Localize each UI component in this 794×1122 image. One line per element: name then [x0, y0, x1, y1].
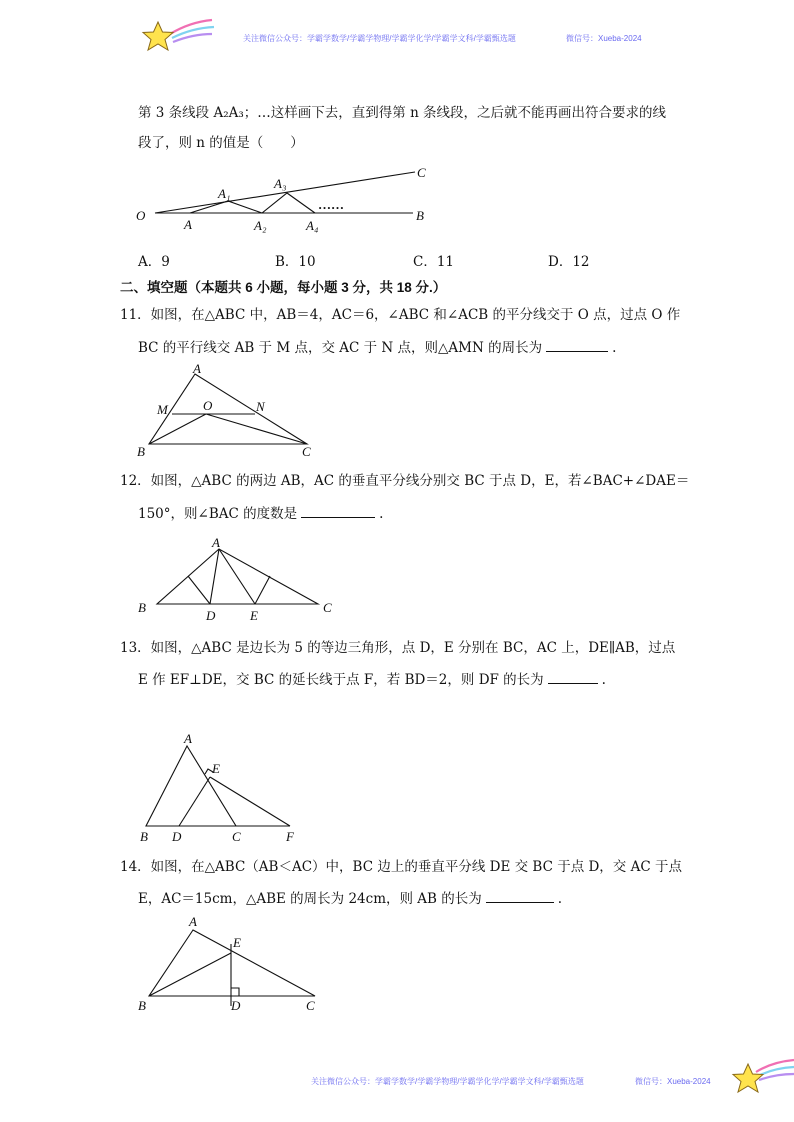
triangle-abc: [149, 930, 315, 996]
right-angle-mark: [231, 988, 239, 996]
q13-label-a: A: [184, 731, 192, 746]
q11-line1: 11．如图，在△ABC 中，AB＝4，AC＝6，∠ABC 和∠ACB 的平分线交于 O 点，过点 O 作: [120, 307, 681, 323]
q14-end: .: [557, 891, 563, 907]
q10-option-a: A．9: [138, 254, 170, 270]
q10-label-a: A: [184, 217, 192, 232]
q12-line2-text: 150°，则∠BAC 的度数是: [138, 506, 298, 522]
footer-wechat: 微信号：Xueba-2024: [635, 1077, 711, 1086]
q13-label-e: E: [212, 761, 220, 776]
header-text: 关注微信公众号：学霸学数学/学霸学物理/学霸学化学/学霸学文科/学霸甄选题: [243, 34, 516, 43]
q12-label-b: B: [138, 600, 146, 615]
q12-label-a: A: [212, 535, 220, 550]
q10-label-a1: A₁: [218, 186, 231, 201]
q13-label-b: B: [140, 829, 148, 844]
q10-label-a3: A₃: [274, 176, 287, 191]
q14-label-d: D: [231, 998, 241, 1013]
q11-end: .: [612, 340, 617, 356]
q13-label-c: C: [232, 829, 241, 844]
q12-label-c: C: [323, 600, 332, 615]
q10-label-b: B: [416, 208, 424, 223]
q10-label-dots: ……: [318, 197, 344, 212]
q12-end: .: [379, 506, 384, 522]
q13-label-d: D: [172, 829, 182, 844]
q10-label-o: O: [136, 208, 146, 223]
header-wechat: 微信号：Xueba-2024: [566, 34, 642, 43]
segment-be: [149, 953, 231, 996]
q12-line1: 12．如图，△ABC 的两边 AB，AC 的垂直平分线分别交 BC 于点 D，E，若∠BAC+∠DAE＝: [120, 473, 690, 489]
q10-line1: 第 3 条线段 A₂A₃；…这样画下去，直到得第 n 条线段，之后就不能再画出符合要求的线: [138, 105, 667, 121]
q12-label-d: D: [206, 608, 216, 623]
section2-title: 二、填空题（本题共 6 小题，每小题 3 分，共 18 分.）: [120, 280, 447, 295]
q11-label-c: C: [302, 444, 311, 459]
q13-label-f: F: [286, 829, 294, 844]
star-footer-icon: [728, 1056, 794, 1100]
q12-label-e: E: [250, 608, 258, 623]
q10-option-d: D．12: [548, 254, 590, 270]
q13-line1: 13．如图，△ABC 是边长为 5 的等边三角形，点 D，E 分别在 BC，AC 上，DE∥AB，过点: [120, 640, 676, 656]
q11-label-n: N: [256, 399, 265, 414]
q11-line2-text: BC 的平行线交 AB 于 M 点，交 AC 于 N 点，则△AMN 的周长为: [138, 340, 543, 356]
q10-label-a4: A₄: [306, 218, 319, 233]
q14-line1: 14．如图，在△ABC（AB＜AC）中，BC 边上的垂直平分线 DE 交 BC 于点 D，交 AC 于点: [120, 859, 682, 875]
q10-option-b: B．10: [275, 254, 316, 270]
q14-line2-text: E，AC＝15cm，△ABE 的周长为 24cm，则 AB 的长为: [138, 891, 482, 907]
q13-line2-text: E 作 EF⊥DE，交 BC 的延长线于点 F，若 BD＝2，则 DF 的长为: [138, 672, 544, 688]
q14-label-c: C: [306, 998, 315, 1013]
footer-text: 关注微信公众号：学霸学数学/学霸学物理/学霸学化学/学霸学文科/学霸甄选题: [311, 1077, 584, 1086]
q14-label-a: A: [189, 914, 197, 929]
q11-label-m: M: [157, 402, 168, 417]
q10-label-c: C: [417, 165, 426, 180]
q10-option-c: C．11: [413, 254, 455, 270]
q11-label-b: B: [137, 444, 145, 459]
q11-label-o: O: [203, 398, 213, 413]
q13-end: .: [601, 672, 606, 688]
q10-line2: 段了，则 n 的值是（ ）: [138, 135, 304, 151]
q10-label-a2: A₂: [254, 218, 267, 233]
q14-label-e: E: [233, 935, 241, 950]
q11-label-a: A: [193, 361, 201, 376]
q14-label-b: B: [138, 998, 146, 1013]
